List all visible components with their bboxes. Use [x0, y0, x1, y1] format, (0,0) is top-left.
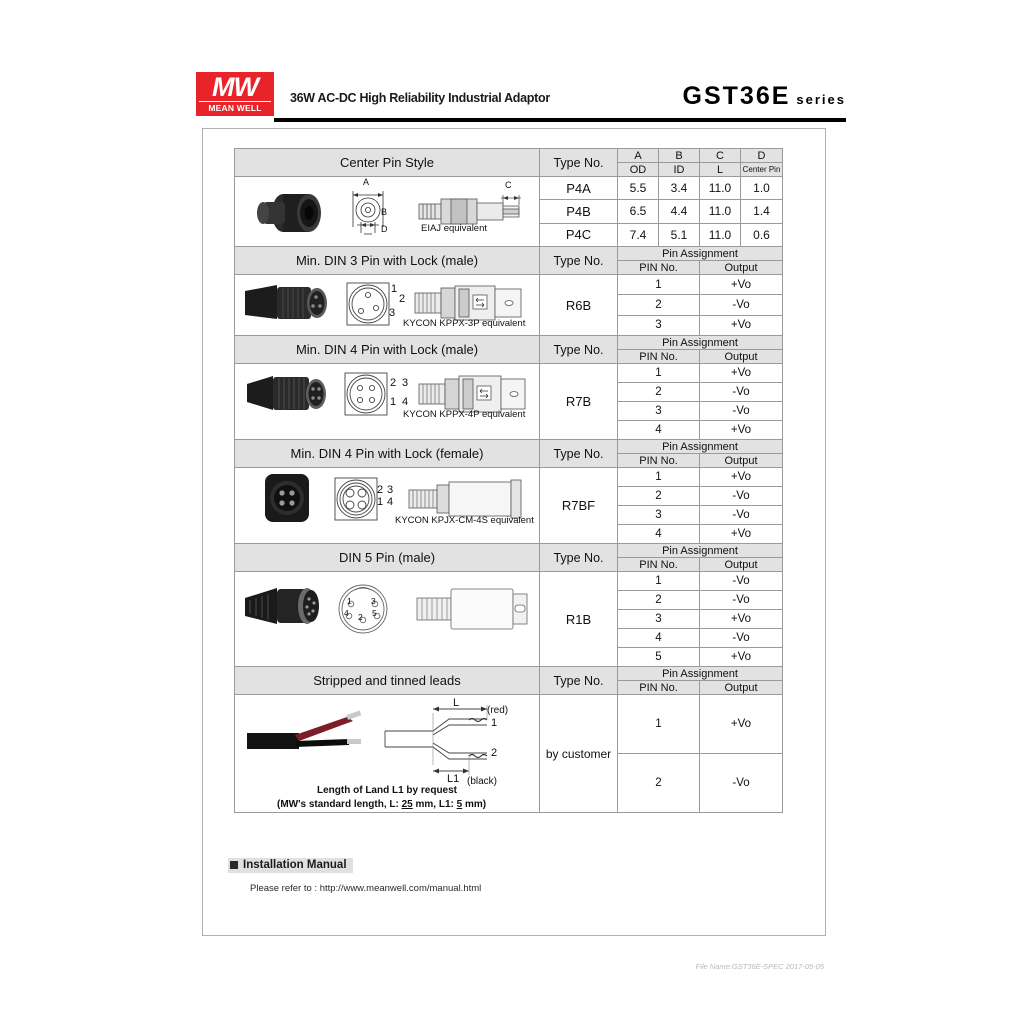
p4c-center-pin: 0.6 — [741, 223, 783, 246]
section-title-din5: DIN 5 Pin (male) — [235, 544, 540, 572]
din4f-pin-label-1: 1 — [377, 496, 384, 508]
din3-pin-label-1: 1 — [391, 283, 398, 295]
pin-assignment-header-5: Pin Assignment — [618, 544, 783, 558]
p4c-id: 5.1 — [659, 223, 700, 246]
din4-female-side-view — [409, 480, 521, 518]
din5-pin-label-4: 4 — [344, 608, 349, 618]
din5-pin-label-5: 5 — [372, 608, 377, 618]
installation-manual-link[interactable]: Please refer to : http://www.meanwell.com/manual.html — [250, 883, 482, 894]
leads-pin-2-no: 2 — [618, 754, 700, 813]
center-pin-front-view — [353, 191, 383, 234]
p4a-id: 3.4 — [659, 177, 700, 200]
leads-diagram — [385, 705, 487, 775]
din5-pin-label-1: 1 — [347, 596, 352, 606]
din4f-pin-2-out: -Vo — [700, 487, 783, 506]
din5-pin-5-no: 5 — [618, 648, 700, 667]
din4m-pin-label-3: 3 — [402, 377, 409, 389]
dim-subheader-od: OD — [618, 163, 659, 177]
type-no-p4b: P4B — [540, 200, 618, 223]
artwork-din3 — [235, 275, 540, 336]
din4m-pin-2-no: 2 — [618, 383, 700, 402]
artwork-din4-male — [235, 364, 540, 440]
type-no-r7bf: R7BF — [540, 468, 618, 544]
p4b-l: 11.0 — [700, 200, 741, 223]
output-header-6: Output — [700, 681, 783, 695]
section-title-leads: Stripped and tinned leads — [235, 667, 540, 695]
file-name-note: File Name:GST36E-SPEC 2017-05-05 — [695, 962, 824, 971]
installation-manual-title: Installation Manual — [243, 859, 347, 871]
din4f-pin-label-2: 2 — [377, 484, 384, 496]
p4a-center-pin: 1.0 — [741, 177, 783, 200]
artwork-din4-female — [235, 468, 540, 544]
output-header-3: Output — [700, 350, 783, 364]
din4-male-photo — [247, 376, 326, 410]
series-label: series — [796, 92, 846, 107]
din4-male-front-view — [345, 373, 387, 415]
dim-subheader-id: ID — [659, 163, 700, 177]
din4m-pin-2-out: -Vo — [700, 383, 783, 402]
dim-header-d: D — [741, 149, 783, 163]
din4m-pin-4-out: +Vo — [700, 421, 783, 440]
header-model-block — [683, 82, 846, 111]
lead-label-red: (red) — [487, 705, 509, 716]
lead-dim-label-L: L — [453, 697, 460, 709]
installation-manual-header — [228, 858, 353, 873]
lead-label-black: (black) — [467, 776, 498, 787]
dim-label-d: D — [381, 224, 388, 234]
lead-wire-label-2: 2 — [491, 747, 498, 759]
din5-pin-1-out: -Vo — [700, 572, 783, 591]
p4a-od: 5.5 — [618, 177, 659, 200]
din5-pin-2-out: -Vo — [700, 591, 783, 610]
dim-label-b: B — [381, 207, 388, 217]
din4m-pin-label-1: 1 — [390, 396, 397, 408]
pin-no-header-5: PIN No. — [618, 558, 700, 572]
din5-pin-label-2: 2 — [358, 612, 363, 622]
type-no-by-customer: by customer — [540, 695, 618, 813]
din5-pin-2-no: 2 — [618, 591, 700, 610]
caption-kycon-4p: KYCON KPPX-4P equivalent — [403, 409, 526, 420]
dim-subheader-center-pin: Center Pin — [741, 163, 783, 177]
header-rule — [274, 118, 846, 122]
type-no-p4c: P4C — [540, 223, 618, 246]
dim-label-c: C — [505, 180, 512, 190]
header-subtitle: 36W AC-DC High Reliability Industrial Adaptor — [290, 91, 550, 105]
din3-photo — [245, 285, 327, 319]
din5-pin-3-no: 3 — [618, 610, 700, 629]
din5-pin-5-out: +Vo — [700, 648, 783, 667]
leads-note-2-pre: (MW's standard length, L: — [277, 799, 402, 810]
col-header-type-no-4: Type No. — [540, 440, 618, 468]
din3-pin-2-out: -Vo — [700, 295, 783, 315]
caption-kycon-4s: KYCON KPJX-CM-4S equivalent — [395, 515, 534, 526]
din5-pin-4-no: 4 — [618, 629, 700, 648]
page-header — [196, 70, 846, 120]
col-header-type-no-1: Type No. — [540, 149, 618, 177]
p4b-od: 6.5 — [618, 200, 659, 223]
leads-note-2 — [277, 799, 486, 810]
din5-drawings — [237, 572, 537, 652]
logo-brand-text: MEAN WELL — [199, 101, 271, 114]
section-title-din4-male: Min. DIN 4 Pin with Lock (male) — [235, 336, 540, 364]
type-no-r7b: R7B — [540, 364, 618, 440]
din4f-pin-4-out: +Vo — [700, 525, 783, 544]
leads-note-2-post: mm) — [462, 799, 487, 810]
pin-no-header-2: PIN No. — [618, 261, 700, 275]
dim-header-a: A — [618, 149, 659, 163]
pin-assignment-header-3: Pin Assignment — [618, 336, 783, 350]
logo-mw-text: MW — [212, 72, 258, 102]
din4-female-photo — [265, 474, 309, 522]
din5-side-view — [417, 589, 527, 629]
section-title-din4-female: Min. DIN 4 Pin with Lock (female) — [235, 440, 540, 468]
dim-header-c: C — [700, 149, 741, 163]
din4m-pin-4-no: 4 — [618, 421, 700, 440]
din4m-pin-1-out: +Vo — [700, 364, 783, 383]
pin-assignment-header-6: Pin Assignment — [618, 667, 783, 681]
caption-kycon-3p: KYCON KPPX-3P equivalent — [403, 318, 526, 329]
din3-pin-1-no: 1 — [618, 275, 700, 295]
output-header-5: Output — [700, 558, 783, 572]
din4f-pin-label-3: 3 — [387, 484, 394, 496]
output-header-4: Output — [700, 454, 783, 468]
center-pin-photo — [257, 194, 321, 232]
pin-assignment-header-2: Pin Assignment — [618, 247, 783, 261]
din4f-pin-2-no: 2 — [618, 487, 700, 506]
pin-no-header-4: PIN No. — [618, 454, 700, 468]
dim-header-b: B — [659, 149, 700, 163]
din4-female-front-view — [335, 478, 377, 520]
pin-assignment-header-4: Pin Assignment — [618, 440, 783, 454]
col-header-type-no-6: Type No. — [540, 667, 618, 695]
din4f-pin-1-out: +Vo — [700, 468, 783, 487]
leads-note-2-L1: 5 — [456, 799, 463, 810]
p4c-l: 11.0 — [700, 223, 741, 246]
p4c-od: 7.4 — [618, 223, 659, 246]
din3-pin-label-3: 3 — [389, 307, 396, 319]
din5-pin-label-3: 3 — [371, 596, 376, 606]
section-title-din3: Min. DIN 3 Pin with Lock (male) — [235, 247, 540, 275]
dim-subheader-l: L — [700, 163, 741, 177]
col-header-type-no-3: Type No. — [540, 336, 618, 364]
din3-front-view — [347, 283, 389, 325]
din5-pin-4-out: -Vo — [700, 629, 783, 648]
leads-pin-1-no: 1 — [618, 695, 700, 754]
din3-pin-3-out: +Vo — [700, 315, 783, 335]
din3-pin-2-no: 2 — [618, 295, 700, 315]
artwork-center-pin — [235, 177, 540, 247]
p4b-center-pin: 1.4 — [741, 200, 783, 223]
din3-side-view — [415, 286, 521, 320]
leads-note-1: Length of Land L1 by request — [317, 785, 458, 796]
din4-male-side-view — [419, 376, 525, 412]
lead-dim-label-L1: L1 — [447, 773, 460, 785]
p4a-l: 11.0 — [700, 177, 741, 200]
din4f-pin-4-no: 4 — [618, 525, 700, 544]
type-no-r6b: R6B — [540, 275, 618, 336]
din5-pin-3-out: +Vo — [700, 610, 783, 629]
center-pin-side-view — [419, 195, 521, 224]
lead-wire-label-1: 1 — [491, 717, 498, 729]
din4m-pin-label-4: 4 — [402, 396, 409, 408]
output-header-2: Output — [700, 261, 783, 275]
din4f-pin-label-4: 4 — [387, 496, 394, 508]
bullet-square-icon — [230, 861, 238, 869]
model-name: GST36E — [682, 82, 791, 110]
connector-spec-table — [234, 148, 783, 813]
din4m-pin-label-2: 2 — [390, 377, 397, 389]
artwork-leads — [235, 695, 540, 813]
din3-pin-label-2: 2 — [399, 293, 406, 305]
p4b-id: 4.4 — [659, 200, 700, 223]
leads-note-2-L: 25 — [401, 799, 413, 810]
leads-note-2-mid: mm, L1: — [412, 799, 457, 810]
din5-pin-1-no: 1 — [618, 572, 700, 591]
artwork-din5 — [235, 572, 540, 667]
pin-no-header-3: PIN No. — [618, 350, 700, 364]
leads-pin-2-out: -Vo — [700, 754, 783, 813]
din4m-pin-1-no: 1 — [618, 364, 700, 383]
col-header-type-no-2: Type No. — [540, 247, 618, 275]
meanwell-logo — [196, 72, 274, 116]
din4f-pin-3-out: -Vo — [700, 506, 783, 525]
caption-eiaj: EIAJ equivalent — [421, 223, 488, 234]
pin-no-header-6: PIN No. — [618, 681, 700, 695]
col-header-type-no-5: Type No. — [540, 544, 618, 572]
din4f-pin-3-no: 3 — [618, 506, 700, 525]
din4m-pin-3-out: -Vo — [700, 402, 783, 421]
leads-photo — [247, 711, 361, 749]
din4m-pin-3-no: 3 — [618, 402, 700, 421]
din5-photo — [245, 588, 319, 624]
din3-pin-1-out: +Vo — [700, 275, 783, 295]
type-no-p4a: P4A — [540, 177, 618, 200]
leads-pin-1-out: +Vo — [700, 695, 783, 754]
din4f-pin-1-no: 1 — [618, 468, 700, 487]
type-no-r1b: R1B — [540, 572, 618, 667]
section-title-center-pin: Center Pin Style — [235, 149, 540, 177]
din3-pin-3-no: 3 — [618, 315, 700, 335]
dim-label-a: A — [363, 177, 370, 187]
